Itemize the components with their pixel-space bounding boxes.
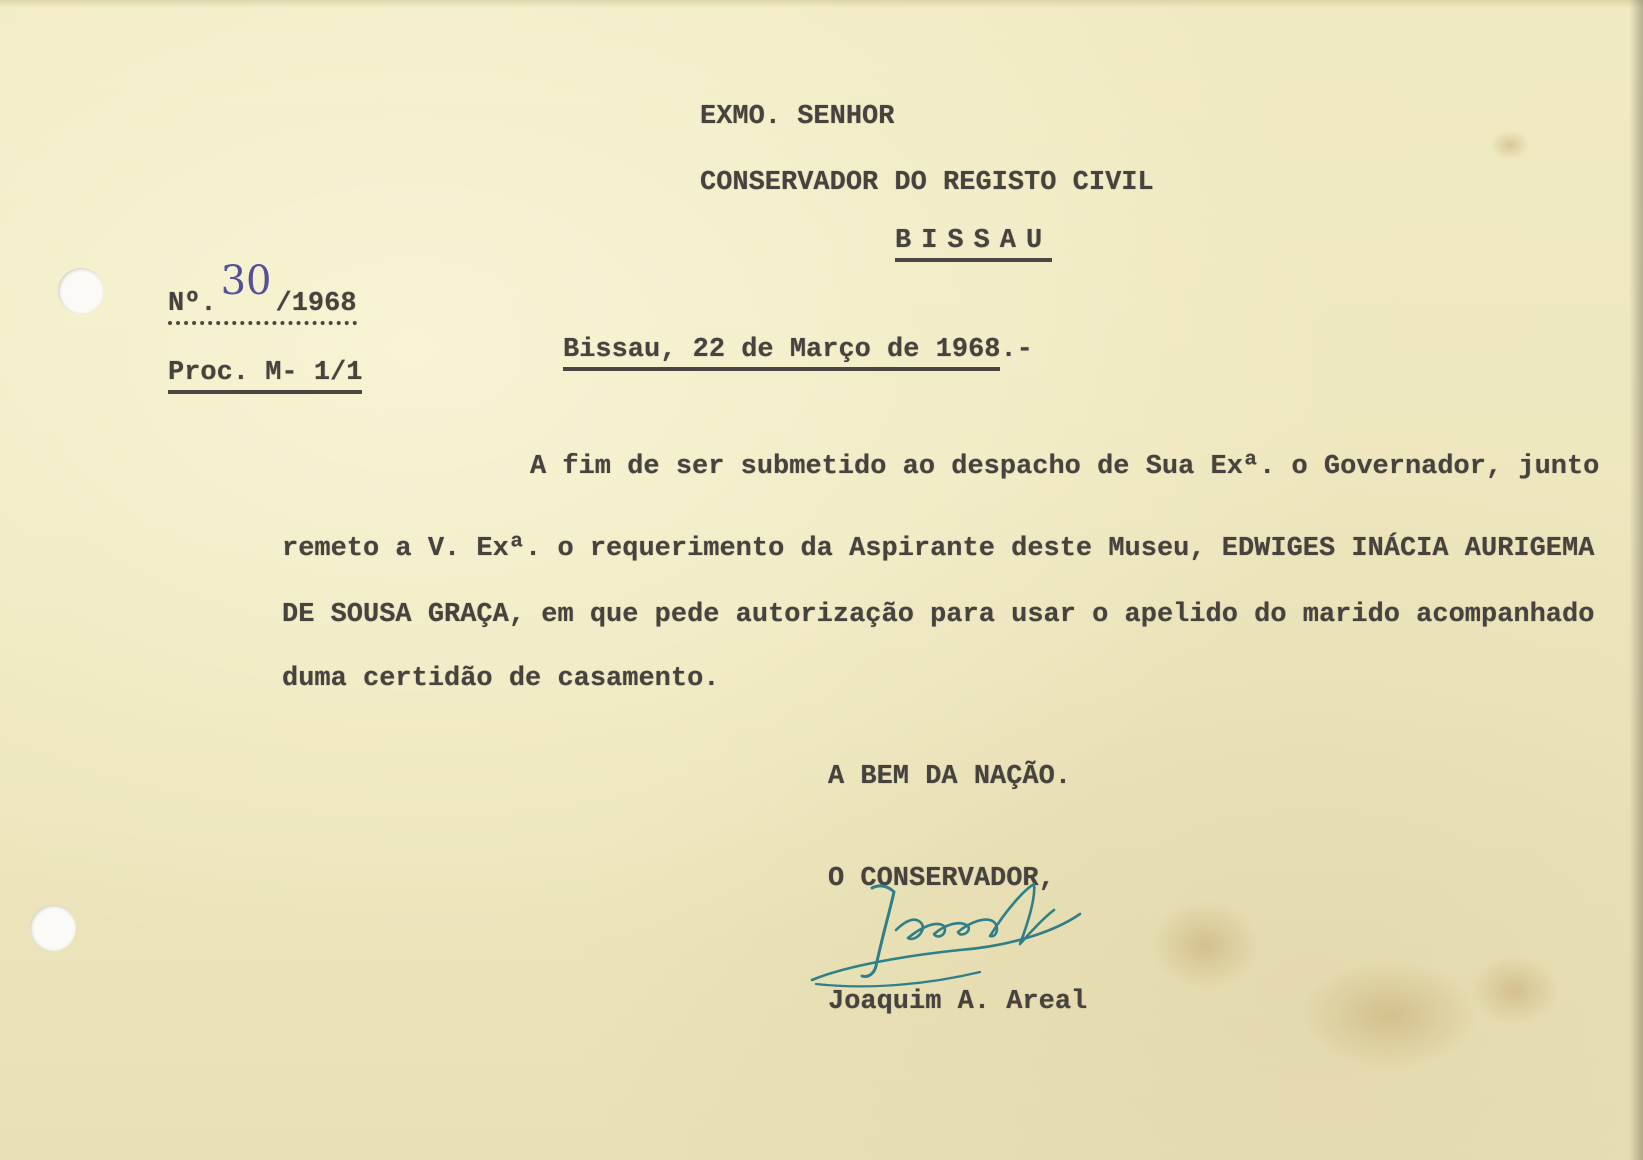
date-line xyxy=(563,335,1033,365)
body-line-2: remeto a V. Exª. o requerimento da Aspirante deste Museu, EDWIGES INÁCIA AURIGEMA xyxy=(282,534,1595,564)
reference-number xyxy=(168,258,357,325)
signer-title: O CONSERVADOR, xyxy=(828,864,1055,894)
reference-number-year: /1968 xyxy=(275,289,357,319)
punch-hole-top xyxy=(58,268,104,314)
body-line-4: duma certidão de casamento. xyxy=(282,664,720,694)
reference-number-handwritten: 30 xyxy=(220,258,272,304)
handwritten-signature xyxy=(810,880,1100,1000)
date-trailing: .- xyxy=(1000,335,1033,365)
signer-name: Joaquim A. Areal xyxy=(828,987,1088,1017)
addressee-salutation: EXMO. SENHOR xyxy=(700,102,895,132)
body-line-1: A fim de ser submetido ao despacho de Sua Exª. o Governador, junto xyxy=(530,452,1600,482)
punch-hole-bottom xyxy=(30,905,76,951)
addressee-city: BISSAU xyxy=(895,226,1052,262)
paper-right-edge xyxy=(1629,0,1643,1160)
paper-stain xyxy=(1490,130,1530,160)
paper-stain xyxy=(1150,900,1260,990)
reference-number-prefix: Nº. xyxy=(168,289,217,319)
addressee-title: CONSERVADOR DO REGISTO CIVIL xyxy=(700,168,1154,198)
paper-top-edge xyxy=(0,0,1643,8)
process-reference: Proc. M- 1/1 xyxy=(168,358,362,394)
date-text: Bissau, 22 de Março de 1968 xyxy=(563,335,1000,371)
paper-stain xyxy=(1470,955,1560,1025)
body-line-3: DE SOUSA GRAÇA, em que pede autorização para usar o apelido do marido acompanhado xyxy=(282,600,1595,630)
closing-formula: A BEM DA NAÇÃO. xyxy=(828,762,1072,792)
paper-stain xyxy=(1300,960,1480,1070)
